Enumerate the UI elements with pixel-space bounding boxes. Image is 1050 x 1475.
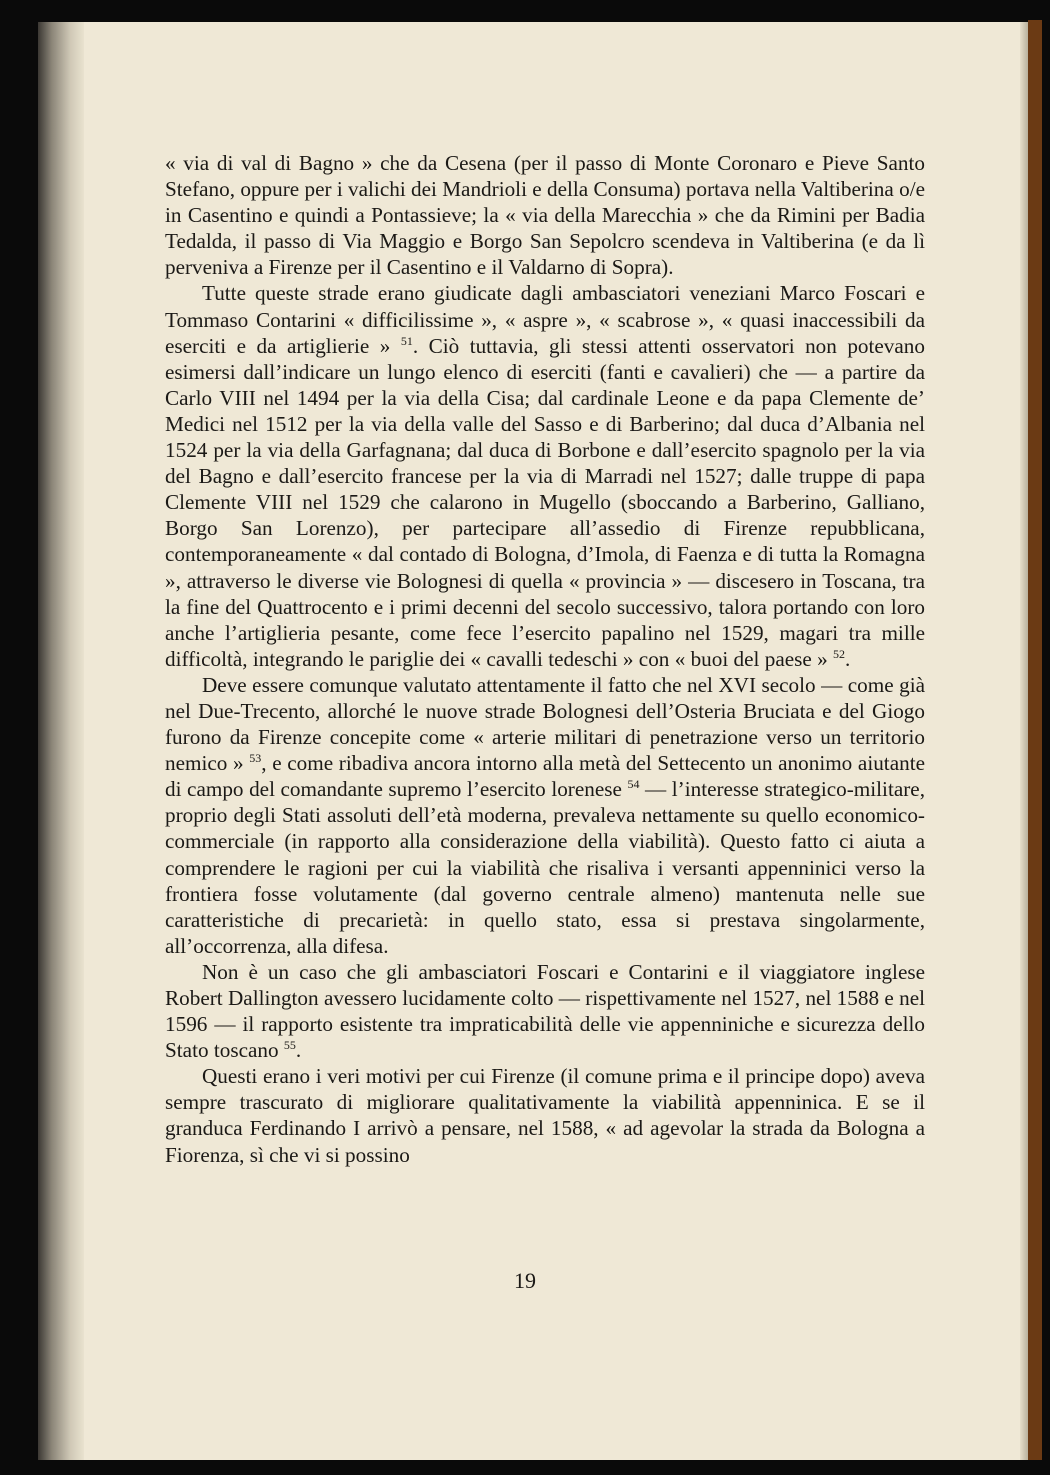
footnote-reference: 54 bbox=[627, 777, 640, 792]
paragraph-text: — l’interesse strategico-militare, proprio degli Stati assoluti dell’età moderna, prevaleva nettamente su quello economico-commerciale (in rapporto alla considerazione della viabilità). Questo fatto ci aiuta a comprendere le ragioni per cui la viabilità che risaliva i versanti appenninici verso la frontiera fosse volutamente (dal governo centrale almeno) mantenuta nelle sue caratteristiche di precarietà: in quello stato, essa si prestava singolarmente, all’occorrenza, alla difesa. bbox=[165, 777, 925, 958]
footnote-reference: 55 bbox=[283, 1038, 296, 1053]
paragraph-text: , e come ribadiva ancora intorno alla metà del Settecento un anonimo aiutante di campo del comandante supremo l’esercito lorenese bbox=[165, 751, 925, 802]
paragraph-text: Deve essere comunque valutato attentamente il fatto che nel XVI secolo — come già nel Due-Trecento, allorché le nuove strade Bolognesi dell’Osteria Bruciata e del Giogo furono da Firenze concepite come « arterie militari di penetrazione verso un territorio nemico » bbox=[165, 672, 925, 776]
footnote-reference: 52 bbox=[832, 646, 845, 661]
paragraph-text: « via di val di Bagno » che da Cesena (per il passo di Monte Coronaro e Pieve Santo Stefano, oppure per i valichi dei Mandrioli e della Consuma) portava nella Valtiberina o/e in Casentino e quindi a Pontassieve; la « via della Marecchia » che da Rimini per Badia Tedalda, il passo di Via Maggio e Borgo San Sepolcro scendeva in Valtiberina (e da lì perveniva a Firenze per il Casentino e il Valdarno di Sopra). bbox=[165, 151, 925, 280]
paragraph-text: Non è un caso che gli ambasciatori Foscari e Contarini e il viaggiatore inglese Robert Dallington avessero lucidamente colto — rispettivamente nel 1527, nel 1588 e nel 1596 — il rapporto esistente tra impraticabilità delle vie appenniniche e sicurezza dello Stato toscano bbox=[165, 959, 925, 1063]
page-edge bbox=[1020, 22, 1028, 1460]
paragraph bbox=[165, 280, 925, 671]
paragraph bbox=[165, 1063, 925, 1167]
paragraph-text: . bbox=[295, 1038, 302, 1063]
body-text bbox=[165, 150, 925, 1168]
footnote-reference: 53 bbox=[249, 751, 262, 766]
paragraph-text: . bbox=[844, 646, 851, 671]
book-gutter bbox=[38, 22, 84, 1460]
paragraph bbox=[165, 959, 925, 1063]
paragraph bbox=[165, 672, 925, 959]
page-block-edge bbox=[1028, 20, 1042, 1460]
paragraph-text: Tutte queste strade erano giudicate dagli ambasciatori veneziani Marco Foscari e Tommaso Contarini « difficilissime », « aspre », « scabrose », « quasi inaccessibili da eserciti e da artiglierie » bbox=[165, 281, 925, 358]
paragraph-text: Questi erano i veri motivi per cui Firenze (il comune prima e il principe dopo) aveva sempre trascurato di migliorare qualitativamente la viabilità appenninica. E se il granduca Ferdinando I arrivò a pensare, nel 1588, « ad agevolar la strada da Bologna a Fiorenza, sì che vi si possino bbox=[165, 1064, 925, 1167]
page-number: 19 bbox=[514, 1268, 536, 1293]
paragraph-text: . Ciò tuttavia, gli stessi attenti osservatori non potevano esimersi dall’indicare un lungo elenco di eserciti (fanti e cavalieri) che — a partire da Carlo VIII nel 1494 per la via della Cisa; dal cardinale Leone e da papa Clemente de’ Medici nel 1512 per la via della valle del Sasso e di Barberino; dal duca d’Albania nel 1524 per la via della Garfagnana; dal duca di Borbone e dall’esercito spagnolo per la via del Bagno e dall’esercito francese per la via di Marradi nel 1527; dalle truppe di papa Clemente VIII nel 1529 che calarono in Mugello (sboccando a Barberino, Galliano, Borgo San Lorenzo), per partecipare all’assedio di Firenze repubblicana, contemporaneamente « dal contado di Bologna, d’Imola, di Faenza e di tutta la Romagna », attraverso le diverse vie Bolognesi di quella « provincia » — discesero in Toscana, tra la fine del Quattrocento e i primi decenni del secolo successivo, talora portando con loro anche l’artiglieria pesante, come fece l’esercito papalino nel 1529, magari tra mille difficoltà, integrando le pariglie dei « cavalli tedeschi » con « buoi del paese » bbox=[165, 333, 925, 671]
paragraph bbox=[165, 150, 925, 280]
footnote-reference: 51 bbox=[400, 333, 413, 348]
